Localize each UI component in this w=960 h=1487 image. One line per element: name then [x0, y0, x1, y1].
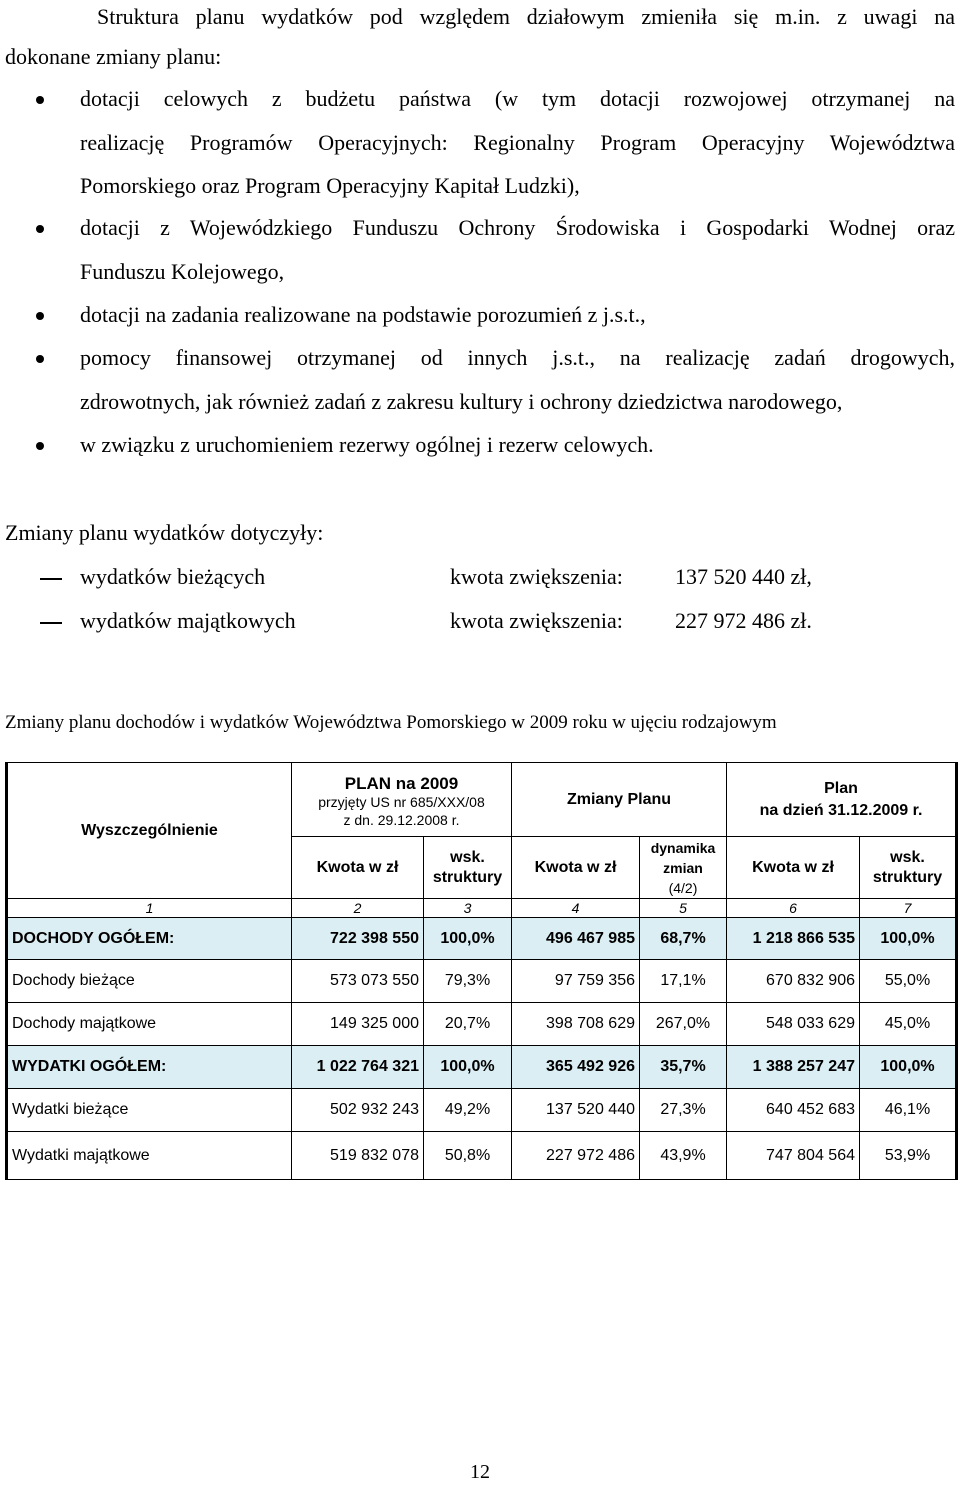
- row-final-amount: 1 388 257 247: [727, 1046, 860, 1089]
- header-dynamics: [640, 837, 727, 899]
- row-plan-amount: 722 398 550: [292, 918, 424, 960]
- bullet-5-line-1: w związku z uruchomieniem rezerwy ogólnej i rezerw celowych.: [80, 432, 654, 457]
- change-1-label: wydatków bieżących: [80, 564, 266, 589]
- header-kwota-changes: Kwota w zł: [512, 837, 640, 899]
- change-1-kind: kwota zwiększenia:: [450, 564, 623, 589]
- header-plan-sub2: z dn. 29.12.2008 r.: [343, 811, 460, 828]
- col-no: 7: [860, 899, 957, 918]
- table-row: [7, 1132, 957, 1180]
- row-plan-share: 100,0%: [424, 1046, 512, 1089]
- budget-table: [5, 762, 958, 1180]
- bullet-4-line-2: zdrowotnych, jak również zadań z zakresu kultury i ochrony dziedzictwa narodowego,: [80, 389, 843, 414]
- row-change-amount: 365 492 926: [512, 1046, 640, 1089]
- table-row: [7, 1046, 957, 1089]
- col-no: 5: [640, 899, 727, 918]
- table-row: [7, 918, 957, 960]
- row-final-amount: 1 218 866 535: [727, 918, 860, 960]
- row-label: Dochody majątkowe: [7, 1003, 292, 1046]
- header-dyn-line3: (4/2): [668, 879, 698, 896]
- row-final-amount: 747 804 564: [727, 1132, 860, 1180]
- header-kwota-plan-end: Kwota w zł: [727, 837, 860, 899]
- intro-line-2: dokonane zmiany planu:: [5, 44, 222, 69]
- col-no: 1: [7, 899, 292, 918]
- row-change-dynamics: 17,1%: [640, 960, 727, 1003]
- row-change-amount: 137 520 440: [512, 1089, 640, 1132]
- dash-icon: [40, 622, 62, 624]
- header-changes: Zmiany Planu: [512, 763, 727, 837]
- row-change-amount: 398 708 629: [512, 1003, 640, 1046]
- row-change-amount: 97 759 356: [512, 960, 640, 1003]
- bullet-1-line-3: Pomorskiego oraz Program Operacyjny Kapitał Ludzki),: [80, 173, 580, 198]
- row-change-dynamics: 35,7%: [640, 1046, 727, 1089]
- row-final-amount: 640 452 683: [727, 1089, 860, 1132]
- col-no: 4: [512, 899, 640, 918]
- row-plan-amount: 573 073 550: [292, 960, 424, 1003]
- row-final-share: 100,0%: [860, 918, 957, 960]
- bullet-icon: [36, 312, 44, 320]
- row-change-dynamics: 68,7%: [640, 918, 727, 960]
- header-plan-sub1: przyjęty US nr 685/XXX/08: [318, 793, 485, 810]
- col-no: 2: [292, 899, 424, 918]
- header-desc: Wyszczególnienie: [7, 763, 292, 899]
- table-row: [7, 960, 957, 1003]
- bullet-3-line-1: dotacji na zadania realizowane na podstawie porozumień z j.s.t.,: [80, 302, 646, 327]
- bullet-icon: [36, 225, 44, 233]
- change-2-amount: 227 972 486 zł.: [675, 608, 812, 633]
- change-2-label: wydatków majątkowych: [80, 608, 296, 633]
- page-number: 12: [470, 1461, 490, 1483]
- bullet-1-line-1: dotacji celowych z budżetu państwa (w tym dotacji rozwojowej otrzymanej na: [80, 86, 955, 111]
- header-plan-end-title1: Plan: [824, 779, 858, 797]
- row-plan-amount: 519 832 078: [292, 1132, 424, 1180]
- bullet-icon: [36, 96, 44, 104]
- row-final-share: 46,1%: [860, 1089, 957, 1132]
- header-plan-end: [727, 763, 957, 837]
- row-final-amount: 670 832 906: [727, 960, 860, 1003]
- row-plan-share: 50,8%: [424, 1132, 512, 1180]
- col-no: 3: [424, 899, 512, 918]
- dash-icon: [40, 578, 62, 580]
- row-change-amount: 496 467 985: [512, 918, 640, 960]
- bullet-4-line-1: pomocy finansowej otrzymanej od innych j.s.t., na realizację zadań drogowych,: [80, 345, 955, 370]
- row-plan-share: 79,3%: [424, 960, 512, 1003]
- row-plan-amount: 1 022 764 321: [292, 1046, 424, 1089]
- bullet-icon: [36, 442, 44, 450]
- header-plan-end-title2: na dzień 31.12.2009 r.: [759, 801, 923, 819]
- row-label: Wydatki bieżące: [7, 1089, 292, 1132]
- col-no: 6: [727, 899, 860, 918]
- header-dyn-line2: zmian: [663, 859, 703, 876]
- header-wsk-plan: [424, 837, 512, 899]
- row-plan-share: 20,7%: [424, 1003, 512, 1046]
- table-row: [7, 1089, 957, 1132]
- row-label: WYDATKI OGÓŁEM:: [7, 1046, 292, 1089]
- header-wsk-line1: wsk.: [450, 848, 485, 866]
- row-change-dynamics: 27,3%: [640, 1089, 727, 1132]
- change-1-amount: 137 520 440 zł,: [675, 564, 812, 589]
- bullet-1-line-2: realizację Programów Operacyjnych: Regionalny Program Operacyjny Województwa: [80, 130, 955, 155]
- row-change-amount: 227 972 486: [512, 1132, 640, 1180]
- row-change-dynamics: 43,9%: [640, 1132, 727, 1180]
- intro-line-1: Struktura planu wydatków pod względem działowym zmieniła się m.in. z uwagi na: [97, 4, 955, 29]
- row-label: DOCHODY OGÓŁEM:: [7, 918, 292, 960]
- header-wsk-line2: struktury: [432, 868, 503, 886]
- header-wsk-line2: struktury: [872, 868, 943, 886]
- changes-heading: Zmiany planu wydatków dotyczyły:: [5, 520, 324, 545]
- header-dyn-line1: dynamika: [650, 839, 716, 856]
- row-final-share: 53,9%: [860, 1132, 957, 1180]
- row-final-share: 100,0%: [860, 1046, 957, 1089]
- header-wsk-plan-end: [860, 837, 957, 899]
- row-plan-amount: 502 932 243: [292, 1089, 424, 1132]
- row-final-amount: 548 033 629: [727, 1003, 860, 1046]
- row-plan-share: 100,0%: [424, 918, 512, 960]
- table-caption: Zmiany planu dochodów i wydatków Województwa Pomorskiego w 2009 roku w ujęciu rodzajowym: [5, 712, 777, 733]
- bullet-2-line-1: dotacji z Wojewódzkiego Funduszu Ochrony Środowiska i Gospodarki Wodnej oraz: [80, 215, 955, 240]
- row-plan-share: 49,2%: [424, 1089, 512, 1132]
- header-kwota-plan: Kwota w zł: [292, 837, 424, 899]
- row-label: Dochody bieżące: [7, 960, 292, 1003]
- bullet-icon: [36, 355, 44, 363]
- table-row: [7, 1003, 957, 1046]
- change-2-kind: kwota zwiększenia:: [450, 608, 623, 633]
- row-change-dynamics: 267,0%: [640, 1003, 727, 1046]
- header-wsk-line1: wsk.: [890, 848, 925, 866]
- row-plan-amount: 149 325 000: [292, 1003, 424, 1046]
- header-plan-title: PLAN na 2009: [344, 773, 459, 793]
- column-numbers-row: [7, 899, 957, 918]
- row-final-share: 45,0%: [860, 1003, 957, 1046]
- row-label: Wydatki majątkowe: [7, 1132, 292, 1180]
- header-plan: [292, 763, 512, 837]
- row-final-share: 55,0%: [860, 960, 957, 1003]
- bullet-2-line-2: Funduszu Kolejowego,: [80, 259, 285, 284]
